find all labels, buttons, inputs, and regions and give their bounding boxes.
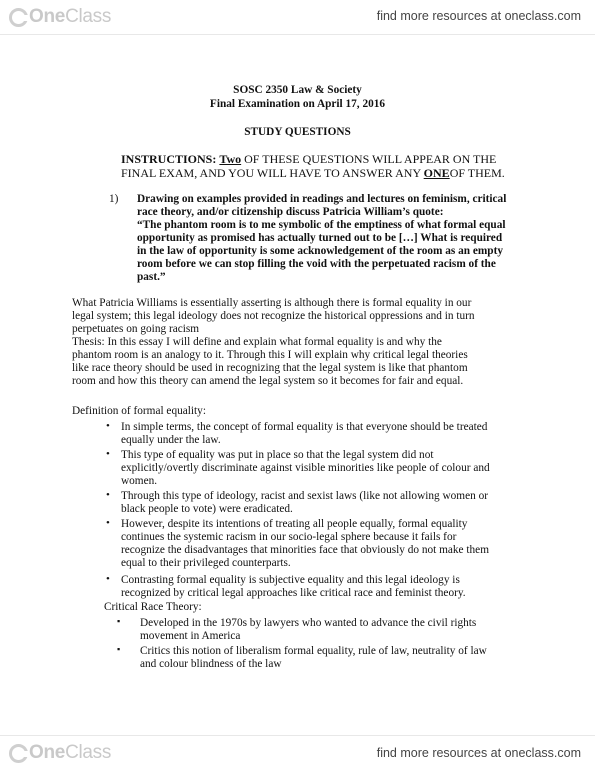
- bullet-line: Contrasting formal equality is subjective equality and this legal ideology is: [121, 574, 460, 586]
- oneclass-logo[interactable]: [9, 741, 111, 765]
- instructions-line2a: FINAL EXAM, AND YOU WILL HAVE TO ANSWER ANY: [121, 166, 421, 180]
- oneclass-logo[interactable]: [9, 5, 111, 29]
- instructions-line-1: [121, 153, 496, 166]
- bottom-banner: [0, 735, 595, 770]
- bullet-icon: •: [106, 420, 110, 432]
- question-line: Drawing on examples provided in readings and lectures on feminism, critical: [137, 193, 507, 205]
- bullet-line: recognize the disadvantages that minorities face that obviously do not make them: [121, 544, 489, 556]
- instructions-one: ONE: [423, 166, 450, 180]
- thesis-line: room and how this theory can amend the legal system so it becomes for fair and equal.: [72, 375, 464, 387]
- paragraph-line: perpetuates on going racism: [72, 323, 200, 335]
- question-line: room before we can stop filling the void with the perpetuated racism of the: [137, 258, 496, 270]
- square-bullet-icon: ▪: [117, 616, 121, 626]
- study-questions-heading: STUDY QUESTIONS: [244, 126, 351, 138]
- bullet-icon: •: [106, 517, 110, 529]
- question-line: “The phantom room is to me symbolic of the emptiness of what formal equal: [137, 219, 506, 231]
- paragraph-line: What Patricia Williams is essentially asserting is although there is formal equality in our: [72, 297, 472, 309]
- thesis-line: like race theory should be used in recognizing that the legal system is like that phantom: [72, 362, 468, 374]
- question-line: opportunity as promised has actually turned out to be […] What is required: [137, 232, 503, 244]
- bullet-line: equal to their privileged counterparts.: [121, 557, 291, 569]
- bullet-line: equally under the law.: [121, 434, 221, 446]
- instructions-line-2: [121, 167, 505, 180]
- logo-circle-icon: [9, 8, 28, 27]
- logo-text-one: One: [29, 742, 66, 763]
- resources-link[interactable]: find more resources at oneclass.com: [376, 9, 581, 23]
- logo-circle-icon: [9, 744, 28, 763]
- instructions-two: Two: [219, 152, 242, 166]
- resources-link[interactable]: find more resources at oneclass.com: [376, 746, 581, 760]
- paragraph-line: legal system; this legal ideology does not recognize the historical oppressions and in turn: [72, 310, 475, 322]
- bullet-icon: •: [106, 573, 110, 585]
- bullet-line: recognized by critical legal approaches like critical race and feminist theory.: [121, 587, 466, 599]
- crt-heading: Critical Race Theory:: [104, 601, 202, 613]
- question-number: 1): [109, 193, 119, 205]
- thesis-line: phantom room is an analogy to it. Through this I will explain why critical legal theories: [72, 349, 468, 361]
- bullet-icon: •: [106, 448, 110, 460]
- logo-text-one: One: [29, 6, 66, 27]
- instructions-label: INSTRUCTIONS:: [121, 152, 217, 166]
- instructions-rest: OF THESE QUESTIONS WILL APPEAR ON THE: [244, 152, 497, 166]
- crt-bullet-line: Developed in the 1970s by lawyers who wanted to advance the civil rights: [140, 617, 477, 629]
- question-line: past.”: [137, 271, 166, 283]
- bullet-line: explicitly/overtly discriminate against visible minorities like people of colour and: [121, 462, 490, 474]
- definition-heading: Definition of formal equality:: [72, 405, 206, 417]
- question-line: race theory, and/or citizenship discuss Patricia William’s quote:: [137, 206, 444, 218]
- bullet-line: women.: [121, 475, 158, 487]
- logo-text-class: Class: [65, 6, 112, 27]
- top-banner: [0, 0, 595, 35]
- crt-bullet-line: and colour blindness of the law: [140, 658, 282, 670]
- bullet-line: Through this type of ideology, racist and sexist laws (like not allowing women or: [121, 490, 488, 502]
- bullet-line: continues the systemic racism in our socio-legal sphere because it fails for: [121, 531, 457, 543]
- bullet-line: However, despite its intentions of treating all people equally, formal equality: [121, 518, 468, 530]
- logo-text-class: Class: [65, 742, 112, 763]
- bullet-line: black people to vote) were eradicated.: [121, 503, 293, 515]
- crt-bullet-line: Critics this notion of liberalism formal equality, rule of law, neutrality of law: [140, 645, 487, 657]
- exam-title: Final Examination on April 17, 2016: [209, 98, 386, 110]
- crt-bullet-line: movement in America: [140, 630, 241, 642]
- question-line: in the law of opportunity is some acknowledgement of the room as an empty: [137, 245, 503, 257]
- instructions-line2b: OF THEM.: [449, 166, 505, 180]
- bullet-line: In simple terms, the concept of formal equality is that everyone should be treated: [121, 421, 488, 433]
- bullet-line: This type of equality was put in place so that the legal system did not: [121, 449, 434, 461]
- thesis-line: Thesis: In this essay I will define and explain what formal equality is and why the: [72, 336, 442, 348]
- bullet-icon: •: [106, 489, 110, 501]
- course-title: SOSC 2350 Law & Society: [233, 84, 362, 96]
- square-bullet-icon: ▪: [117, 644, 121, 654]
